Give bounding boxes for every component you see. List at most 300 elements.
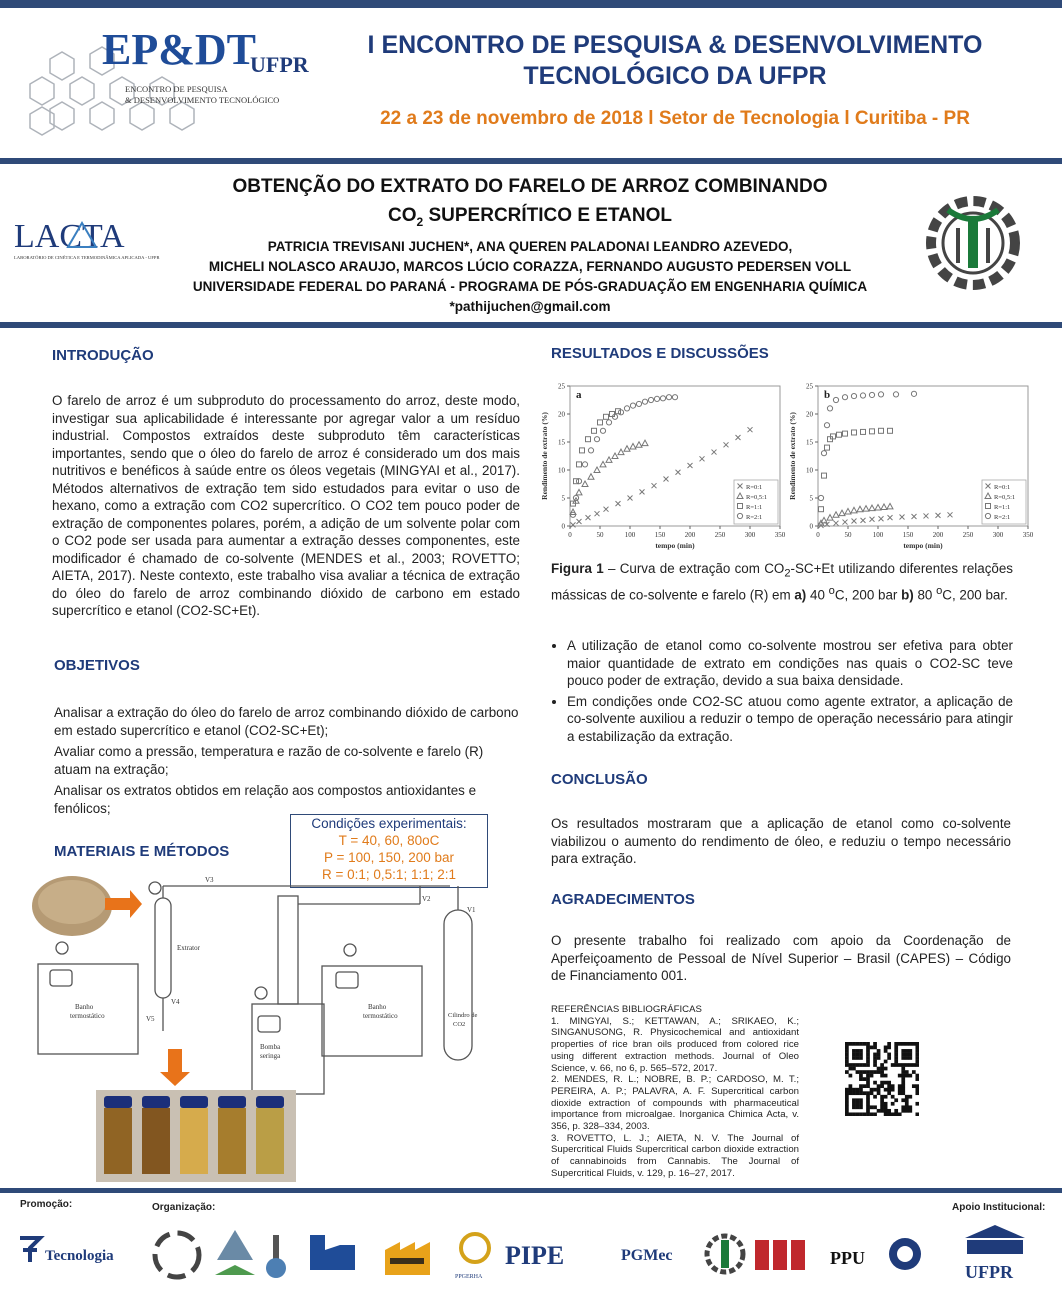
pipe-logo: PIPE	[505, 1241, 565, 1270]
qr-module	[884, 1102, 888, 1106]
epdt-logo	[10, 14, 350, 144]
qr-module	[901, 1088, 905, 1092]
epdt-ufpr-text: UFPR	[250, 52, 309, 77]
qr-module	[849, 1074, 853, 1078]
svg-text:Extrator: Extrator	[177, 944, 200, 952]
qr-module	[901, 1053, 905, 1057]
qr-module	[845, 1112, 849, 1116]
qr-module	[905, 1049, 909, 1053]
qr-module	[884, 1067, 888, 1071]
qr-module	[887, 1042, 891, 1046]
qr-module	[915, 1112, 919, 1116]
qr-module	[908, 1105, 912, 1109]
qr-module	[908, 1049, 912, 1053]
qr-module	[870, 1070, 874, 1074]
condition-temperature: T = 40, 60, 80oC	[338, 833, 440, 848]
qr-module	[905, 1056, 909, 1060]
x-tick-label: 200	[684, 531, 696, 539]
svg-text:LABORATÓRIO DE CINÉTICA E TERM: LABORATÓRIO DE CINÉTICA E TERMODINÂMICA APLICADA - UFPR	[14, 255, 160, 260]
qr-module	[856, 1053, 860, 1057]
qr-module	[915, 1046, 919, 1050]
apparatus-diagram	[30, 866, 510, 1096]
qr-module	[849, 1112, 853, 1116]
qr-module	[884, 1074, 888, 1078]
svg-text:Banho: Banho	[368, 1003, 387, 1011]
objectives-heading: OBJETIVOS	[54, 657, 140, 674]
qr-module	[880, 1070, 884, 1074]
qr-module	[887, 1088, 891, 1092]
qr-module	[870, 1088, 874, 1092]
svg-text:termostático: termostático	[363, 1012, 398, 1020]
qr-module	[873, 1063, 877, 1067]
x-tick-label: 150	[902, 531, 914, 539]
qr-module	[856, 1112, 860, 1116]
x-axis-label: tempo (min)	[655, 541, 695, 550]
footer-divider	[0, 1188, 1062, 1193]
x-tick-label: 250	[962, 531, 974, 539]
svg-text:V1: V1	[467, 906, 476, 914]
references-block	[551, 1004, 799, 1180]
qr-module	[859, 1112, 863, 1116]
svg-text:V2: V2	[422, 895, 431, 903]
qr-module	[856, 1088, 860, 1092]
qr-module	[866, 1077, 870, 1081]
qr-module	[898, 1112, 902, 1116]
qr-module	[877, 1084, 881, 1088]
qr-module	[894, 1063, 898, 1067]
qr-module	[856, 1063, 860, 1067]
civil-logo	[755, 1240, 805, 1270]
svg-text:Cilindro de: Cilindro de	[448, 1012, 478, 1019]
qr-module	[866, 1102, 870, 1106]
qr-module	[912, 1042, 916, 1046]
qr-module	[891, 1095, 895, 1099]
svg-text:PPGERHA: PPGERHA	[455, 1274, 483, 1280]
qr-module	[845, 1063, 849, 1067]
svg-text:Tecnologia: Tecnologia	[45, 1248, 114, 1264]
qr-module	[852, 1042, 856, 1046]
qr-module	[901, 1077, 905, 1081]
qr-module	[905, 1074, 909, 1078]
lab-logo	[266, 1235, 286, 1278]
x-tick-label: 300	[744, 531, 756, 539]
qr-module	[845, 1088, 849, 1092]
qr-module	[852, 1053, 856, 1057]
qr-module	[884, 1112, 888, 1116]
qr-module	[912, 1063, 916, 1067]
qr-module	[856, 1049, 860, 1053]
qr-module	[870, 1112, 874, 1116]
qr-module	[866, 1112, 870, 1116]
qr-module	[866, 1109, 870, 1113]
qr-module	[845, 1053, 849, 1057]
qr-module	[887, 1081, 891, 1085]
qr-module	[849, 1088, 853, 1092]
intro-text: O farelo de arroz é um subproduto do processamento do arroz, deste modo, investigar sua aplicabilidade é interessante por agregar valor a um resíduo industrial. Compostos extraídos deste subproduto têm características importantes, sendo que o óleo do farelo de arroz é considerado um dos mais nutritivos e benéficos à saúde entre os óleos vegetais (MINGYAI et al., 2017). Métodos alternativos de extração tem sido estudados para evitar o uso de hexano, como a extração com CO2 supercrítico. O CO2 tem pouco poder de extração de componentes polares, porém, a adição de um solvente polar com o CO2 pode ser usada para aumentar a extração desses componentes, este modificador é chamado de co-solvente (MENDES et al., 2003; ROVETTO; AIETA, 2017). Neste contexto, este trabalho visa avaliar a técnica de extração do óleo do farelo de arroz combinando dióxido de carbono em estado supercrítico e etanol (CO2-SC+Et).	[52, 393, 520, 618]
pgmec-logo: PGMec	[621, 1247, 673, 1264]
qr-module	[856, 1098, 860, 1102]
qr-module	[901, 1049, 905, 1053]
qr-module	[859, 1105, 863, 1109]
acknowledgments-text: O presente trabalho foi realizado com apoio da Coordenação de Aperfeiçoamento de Pessoal de Nível Superior – Brasil (CAPES) – Código de Financiamento 001.	[551, 933, 1011, 983]
qr-module	[849, 1067, 853, 1071]
qr-module	[852, 1088, 856, 1092]
qr-module	[905, 1042, 909, 1046]
legend-label: R=0:1	[746, 484, 763, 491]
qr-module	[870, 1046, 874, 1050]
authors-line1: PATRICIA TREVISANI JUCHEN*, ANA QUEREN PALADONAI LEANDRO AZEVEDO,	[267, 239, 793, 254]
y-tick-label: 0	[561, 522, 565, 531]
qr-module	[856, 1091, 860, 1095]
qr-module	[901, 1098, 905, 1102]
qr-module	[852, 1056, 856, 1060]
legend-label: R=1:1	[994, 504, 1011, 511]
intro-heading: INTRODUÇÃO	[52, 347, 154, 364]
qr-module	[887, 1091, 891, 1095]
svg-text:UFPR: UFPR	[965, 1262, 1013, 1282]
y-tick-label: 15	[558, 438, 565, 447]
qr-module	[901, 1084, 905, 1088]
svg-text:Bomba: Bomba	[260, 1043, 281, 1051]
ufpr-logo	[965, 1225, 1025, 1282]
qr-module	[856, 1105, 860, 1109]
qr-module	[859, 1098, 863, 1102]
chemical-eng-logo	[918, 188, 1028, 298]
qr-module	[852, 1105, 856, 1109]
qr-module	[863, 1112, 867, 1116]
qr-module	[908, 1056, 912, 1060]
qr-module	[873, 1042, 877, 1046]
qr-module	[866, 1056, 870, 1060]
qr-module	[859, 1049, 863, 1053]
ppu-logo: PPU	[830, 1248, 865, 1268]
acknowledgments-heading: AGRADECIMENTOS	[551, 891, 695, 908]
qr-module	[866, 1049, 870, 1053]
qr-module	[877, 1109, 881, 1113]
qr-module	[901, 1074, 905, 1078]
conditions-title: Condições experimentais:	[311, 816, 467, 831]
qr-module	[915, 1084, 919, 1088]
qr-module	[852, 1049, 856, 1053]
top-bar	[0, 0, 1062, 8]
qr-module	[884, 1081, 888, 1085]
qr-module	[901, 1042, 905, 1046]
chart-panel-a	[538, 378, 800, 556]
qr-module	[856, 1070, 860, 1074]
panel-label: a	[576, 389, 582, 401]
qr-module	[898, 1042, 902, 1046]
qr-module	[863, 1091, 867, 1095]
qr-module	[901, 1056, 905, 1060]
qr-module	[859, 1088, 863, 1092]
qr-module	[884, 1109, 888, 1113]
qr-module	[863, 1042, 867, 1046]
qr-module	[908, 1095, 912, 1099]
qr-module	[894, 1098, 898, 1102]
qr-module	[856, 1102, 860, 1106]
qr-module	[880, 1095, 884, 1099]
qr-module	[887, 1112, 891, 1116]
qr-module	[915, 1042, 919, 1046]
authors-block	[150, 237, 910, 317]
apoio-label: Apoio Institucional:	[952, 1202, 1046, 1213]
conclusion-heading: CONCLUSÃO	[551, 771, 648, 788]
chart-panel-b	[786, 378, 1048, 556]
qr-module	[915, 1077, 919, 1081]
qr-module	[877, 1091, 881, 1095]
qr-module	[901, 1091, 905, 1095]
qr-module	[863, 1070, 867, 1074]
factory-logo	[385, 1242, 430, 1275]
qr-module	[894, 1046, 898, 1050]
qr-module	[845, 1091, 849, 1095]
qr-module	[901, 1105, 905, 1109]
qr-module	[894, 1060, 898, 1064]
qr-module	[852, 1067, 856, 1071]
qr-module	[915, 1063, 919, 1067]
qr-module	[880, 1109, 884, 1113]
qr-module	[873, 1053, 877, 1057]
qr-module	[877, 1088, 881, 1092]
qr-module	[898, 1063, 902, 1067]
paper-title-line1: OBTENÇÃO DO EXTRATO DO FARELO DE ARROZ COMBINANDO	[232, 176, 828, 197]
qr-module	[845, 1102, 849, 1106]
svg-text:V3: V3	[205, 876, 214, 884]
y-tick-label: 15	[806, 438, 813, 447]
extract-vials-photo	[96, 1090, 296, 1182]
circle-logo	[889, 1238, 921, 1270]
qr-module	[898, 1084, 902, 1088]
legend-label: R=0:1	[994, 484, 1011, 491]
qr-module	[873, 1088, 877, 1092]
qr-module	[873, 1070, 877, 1074]
qr-module	[894, 1042, 898, 1046]
qr-module	[877, 1049, 881, 1053]
qr-module	[905, 1070, 909, 1074]
qr-module	[915, 1091, 919, 1095]
qr-module	[870, 1074, 874, 1078]
qr-module	[880, 1102, 884, 1106]
conclusion-text: Os resultados mostraram que a aplicação de etanol como co-solvente viabilizou o aumento do rendimento de óleo, e reduziu o tempo necessário para extração.	[551, 816, 1011, 866]
objective-item: Analisar os extratos obtidos em relação aos compostos antioxidantes e fenólicos;	[54, 783, 477, 816]
eng-quimica-logo	[707, 1236, 743, 1272]
qr-module	[863, 1077, 867, 1081]
qr-module	[915, 1088, 919, 1092]
qr-module	[845, 1042, 849, 1046]
email: *pathijuchen@gmail.com	[449, 299, 611, 314]
qr-module	[866, 1084, 870, 1088]
y-tick-label: 0	[809, 522, 813, 531]
qr-module	[901, 1109, 905, 1113]
qr-module	[845, 1109, 849, 1113]
qr-module	[880, 1084, 884, 1088]
qr-module	[898, 1074, 902, 1078]
qr-module	[894, 1056, 898, 1060]
qr-module	[866, 1063, 870, 1067]
qr-module	[849, 1042, 853, 1046]
qr-module	[901, 1070, 905, 1074]
legend-label: R=0,5:1	[994, 494, 1016, 501]
x-tick-label: 50	[596, 531, 604, 539]
qr-module	[845, 1098, 849, 1102]
qr-module	[859, 1063, 863, 1067]
condition-pressure: P = 100, 150, 200 bar	[324, 850, 454, 865]
legend-label: R=2:1	[994, 514, 1011, 521]
qr-module	[866, 1060, 870, 1064]
qr-module	[880, 1074, 884, 1078]
figure-caption: Figura 1 – Curva de extração com $CO_2-SC+Et$ utilizando diferentes relações mássicas de co-solvente e farelo (R) em a) 40 $^o$C, 200 bar b) 80 $^o$C, 200 bar.	[551, 561, 1013, 603]
y-axis-label: Rendimento de extrato (%)	[788, 412, 797, 500]
qr-module	[845, 1056, 849, 1060]
y-tick-label: 20	[806, 410, 813, 419]
qr-module	[852, 1098, 856, 1102]
qr-module	[898, 1088, 902, 1092]
x-tick-label: 0	[816, 531, 820, 539]
sponsor-logos	[15, 1220, 1055, 1290]
qr-module	[856, 1042, 860, 1046]
svg-text:V5: V5	[146, 1015, 155, 1023]
qr-module	[908, 1053, 912, 1057]
qr-module	[915, 1049, 919, 1053]
qr-module	[880, 1067, 884, 1071]
qr-module	[873, 1081, 877, 1085]
qr-module	[905, 1102, 909, 1106]
qr-module	[849, 1091, 853, 1095]
qr-module	[880, 1063, 884, 1067]
result-bullet: • Em condições onde CO2-SC atuou como agente extrator, a aplicação de co-solvente auxiliou a reduzir o tempo de operação necessário para atingir a estabilização da extração.	[567, 693, 1013, 746]
qr-module	[894, 1109, 898, 1113]
qr-module	[905, 1053, 909, 1057]
x-tick-label: 350	[1022, 531, 1034, 539]
qr-module	[859, 1084, 863, 1088]
qr-module	[905, 1109, 909, 1113]
qr-module	[905, 1098, 909, 1102]
organizacao-label: Organização:	[152, 1202, 216, 1213]
qr-module	[884, 1095, 888, 1099]
results-heading: RESULTADOS E DISCUSSÕES	[551, 345, 769, 362]
qr-module	[877, 1053, 881, 1057]
qr-module	[908, 1042, 912, 1046]
x-tick-label: 100	[872, 531, 884, 539]
qr-module	[866, 1042, 870, 1046]
qr-module	[859, 1074, 863, 1078]
qr-module	[880, 1081, 884, 1085]
qr-module	[884, 1060, 888, 1064]
recycle-logo	[155, 1233, 199, 1277]
promocao-label: Promoção:	[20, 1199, 73, 1210]
qr-module	[852, 1091, 856, 1095]
qr-module	[887, 1046, 891, 1050]
qr-module	[894, 1053, 898, 1057]
svg-text:Banho: Banho	[75, 1003, 94, 1011]
results-bullets	[551, 637, 1013, 748]
qr-module	[845, 1095, 849, 1099]
qr-module	[845, 1105, 849, 1109]
qr-module	[866, 1053, 870, 1057]
qr-module	[877, 1056, 881, 1060]
qr-module	[887, 1084, 891, 1088]
qr-module	[908, 1109, 912, 1113]
qr-module	[852, 1063, 856, 1067]
epdt-logo-text: EP&DT	[102, 25, 256, 74]
qr-module	[894, 1049, 898, 1053]
qr-module	[866, 1105, 870, 1109]
legend-label: R=0,5:1	[746, 494, 768, 501]
qr-module	[901, 1081, 905, 1085]
qr-module	[873, 1105, 877, 1109]
x-tick-label: 0	[568, 531, 572, 539]
y-tick-label: 5	[809, 494, 813, 503]
panel-label: b	[824, 389, 831, 401]
qr-module	[859, 1091, 863, 1095]
qr-module	[866, 1081, 870, 1085]
objective-item: Analisar a extração do óleo do farelo de arroz combinando dióxido de carbono em estado supercrítico e etanol (CO2-SC+Et);	[54, 705, 519, 738]
x-tick-label: 150	[654, 531, 666, 539]
qr-module	[852, 1112, 856, 1116]
y-tick-label: 10	[806, 466, 813, 475]
qr-module	[863, 1063, 867, 1067]
qr-module	[859, 1042, 863, 1046]
conference-date: 22 a 23 de novembro de 2018 l Setor de Tecnologia l Curitiba - PR	[380, 108, 970, 129]
qr-module	[845, 1070, 849, 1074]
x-tick-label: 100	[624, 531, 636, 539]
qr-module	[912, 1084, 916, 1088]
qr-module	[901, 1067, 905, 1071]
qr-module	[873, 1095, 877, 1099]
qr-module	[891, 1088, 895, 1092]
x-tick-label: 350	[774, 531, 786, 539]
x-tick-label: 200	[932, 531, 944, 539]
legend-label: R=1:1	[746, 504, 763, 511]
svg-text:LACTA: LACTA	[14, 218, 125, 255]
qr-module	[852, 1102, 856, 1106]
qr-module	[859, 1102, 863, 1106]
qr-module	[845, 1046, 849, 1050]
lacta-logo	[12, 215, 162, 265]
qr-module	[905, 1095, 909, 1099]
qr-module	[901, 1063, 905, 1067]
qr-module	[880, 1105, 884, 1109]
qr-module	[891, 1112, 895, 1116]
qr-module	[873, 1060, 877, 1064]
epdt-sub2: & DESENVOLVIMENTO TECNOLÓGICO	[125, 95, 280, 105]
qr-module	[866, 1074, 870, 1078]
qr-code[interactable]	[845, 1042, 919, 1116]
qr-module	[887, 1056, 891, 1060]
qr-module	[884, 1049, 888, 1053]
qr-module	[887, 1109, 891, 1113]
qr-module	[905, 1105, 909, 1109]
paper-title	[180, 172, 880, 237]
qr-module	[870, 1091, 874, 1095]
reference-item: 2. MENDES, R. L.; NOBRE, B. P.; CARDOSO, M. T.; PEREIRA, A. P.; PALAVRA, A. F. Supercritical carbon dioxide extraction of compounds with pharmaceutical importance from microalgae. Inorganica Chimica Acta, v. 356, p. 328–334, 2003.	[551, 1074, 799, 1133]
y-tick-label: 5	[561, 494, 565, 503]
methods-heading: MATERIAIS E MÉTODOS	[54, 843, 230, 860]
qr-module	[884, 1046, 888, 1050]
qr-module	[873, 1056, 877, 1060]
qr-module	[898, 1091, 902, 1095]
qr-module	[845, 1049, 849, 1053]
epdt-sub1: ENCONTRO DE PESQUISA	[125, 84, 228, 94]
result-bullet: • A utilização de etanol como co-solvente mostrou ser efetiva para obter maior quantidade de extrato em condições nas quais o CO2-SC teve pouco poder de extração, devido a sua baixa densidade.	[567, 637, 1013, 690]
y-tick-label: 25	[558, 382, 565, 391]
qr-module	[859, 1070, 863, 1074]
objectives-list	[54, 704, 520, 817]
objective-item: Avaliar como a pressão, temperatura e razão de co-solvente e farelo (R) atuam na extração;	[54, 744, 484, 777]
ppgerha-logo	[455, 1234, 489, 1280]
qr-module	[877, 1067, 881, 1071]
y-tick-label: 10	[558, 466, 565, 475]
